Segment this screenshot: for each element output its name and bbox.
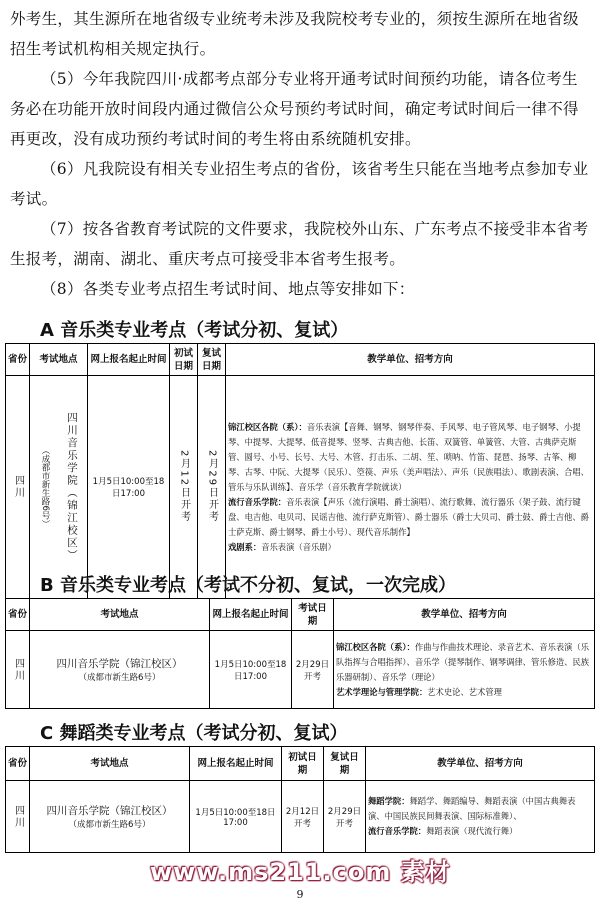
header-location: 考试地点 <box>30 599 210 631</box>
paragraph-7: （7）按各省教育考试院的文件要求，我院校外山东、广东考点不接受非本省考生报考，湖南、湖北、重庆考点可接受非本省考生报考。 <box>10 220 589 268</box>
units-cell <box>366 781 595 853</box>
unit-text: 音乐表演【音舞、钢琴、钢琴伴奏、手风琴、电子管风琴、电子钢琴、小提琴、中提琴、大提琴、低音提琴、竖琴、古典吉他、长笛、双簧管、单簧管、大管、古典萨克斯管、圆号、小号、长号、大号、木管、打击乐、二胡、笙、唢呐、竹笛、琵琶、扬琴、古筝、柳琴、古琴、中阮、大提琴（民乐）、箜篌、声乐（美声唱法）、声乐（民族唱法）、歌剧表演、合唱、管乐与乐队训练】、音乐学（音乐教育学院就读） <box>228 421 589 492</box>
header-units: 教学单位、招考方向 <box>334 599 595 631</box>
unit-text: 艺术史论、艺术管理 <box>427 686 502 697</box>
unit-name: 锦江校区各院（系）： <box>336 641 415 652</box>
table-header-row <box>6 747 595 781</box>
header-province: 省份 <box>6 599 30 631</box>
unit-name: 戏剧系： <box>228 541 262 552</box>
paragraph-5: （5）今年我院四川·成都考点部分专业将开通考试时间预约功能，请各位考生务必在功能开放时间段内通过微信公众号预约考试时间，确定考试时间后一律不得再更改，没有成功预约考试时间的考生将由系统随机安排。 <box>10 70 579 148</box>
section-b-table <box>5 598 595 709</box>
header-exam-date: 考试日期 <box>292 599 334 631</box>
registration-time: 1月5日10:00至18日17:00 <box>88 376 170 599</box>
province-cell: 四川 <box>12 804 24 829</box>
header-second-date: 复试日期 <box>324 747 366 781</box>
province-cell: 四川 <box>12 475 24 499</box>
unit-name: 流行音乐学院： <box>368 826 427 836</box>
unit-name: 舞蹈学院： <box>368 796 410 806</box>
unit-text: 作曲与作曲技术理论、录音艺术、音乐表演（乐队指挥与合唱指挥）、音乐学（提琴制作、钢琴调律、管乐修造、民族乐器研制）、音乐学（理论） <box>336 641 590 682</box>
header-units: 教学单位、招考方向 <box>226 344 595 376</box>
header-province: 省份 <box>6 747 30 781</box>
location-address: （成都市新生路6号） <box>40 446 50 528</box>
location-name: 四川音乐学院（锦江校区） <box>46 805 173 817</box>
registration-time: 1月5日10:00至18日17:00 <box>190 781 282 853</box>
table-row <box>6 781 595 853</box>
page-number: 9 <box>296 888 304 901</box>
location-address: （成都市新生路6号） <box>68 820 151 830</box>
section-b-title: B 音乐类专业考点（考试不分初、复试，一次完成） <box>40 575 456 596</box>
header-registration: 网上报名起止时间 <box>88 344 170 376</box>
second-exam-date: 2月29日开考 <box>206 450 218 524</box>
section-c-table <box>5 746 595 853</box>
first-exam-date: 2月12日开考 <box>282 781 324 853</box>
section-a-table <box>5 343 595 599</box>
header-province: 省份 <box>6 344 30 376</box>
unit-name: 锦江校区各院（系）： <box>228 421 307 432</box>
province-cell: 四川 <box>12 657 24 682</box>
unit-text: 舞蹈学、舞蹈编导、舞蹈表演（中国古典舞表演、中国民族民间舞表演、国际标准舞）、 <box>368 796 576 821</box>
units-cell <box>334 631 595 709</box>
location-name: 四川音乐学院（锦江校区） <box>66 412 78 562</box>
table-header-row <box>6 599 595 631</box>
paragraph-8: （8）各类专业考点招生考试时间、地点等安排如下： <box>41 280 415 298</box>
second-exam-date: 2月29日开考 <box>324 781 366 853</box>
location-address: （成都市新生路6号） <box>78 673 161 683</box>
section-c-title: C 舞蹈类专业考点（考试分初、复试） <box>40 723 348 744</box>
header-location: 考试地点 <box>30 747 190 781</box>
exam-date: 2月29日开考 <box>292 631 334 709</box>
header-first-date: 初试日期 <box>282 747 324 781</box>
watermark: www.ms211.com 素材 <box>150 858 451 886</box>
header-registration: 网上报名起止时间 <box>210 599 292 631</box>
header-registration: 网上报名起止时间 <box>190 747 282 781</box>
unit-name: 艺术学理论与管理学院： <box>336 686 428 697</box>
header-first-date: 初试日期 <box>170 344 198 376</box>
header-units: 教学单位、招考方向 <box>366 747 595 781</box>
header-second-date: 复试日期 <box>198 344 226 376</box>
unit-text: 音乐表演（音乐剧） <box>261 541 336 552</box>
header-location: 考试地点 <box>30 344 88 376</box>
table-row <box>6 631 595 709</box>
registration-time: 1月5日10:00至18日17:00 <box>210 631 292 709</box>
paragraph-continuation: 外考生，其生源所在地省级专业统考未涉及我院校考专业的，须按生源所在地省级招生考试机构相关规定执行。 <box>10 10 579 58</box>
section-a-title: A 音乐类专业考点（考试分初、复试） <box>40 320 349 341</box>
unit-text: 音乐表演【声乐（流行演唱、爵士演唱）、流行歌舞、流行器乐（架子鼓、流行键盘、电吉他、电贝司、民谣吉他、流行萨克斯管）、爵士器乐（爵士大贝司、爵士鼓、爵士吉他、爵士萨克斯、爵士钢琴、爵士小号）、现代音乐制作】 <box>228 496 589 537</box>
units-cell <box>226 376 595 599</box>
unit-name: 流行音乐学院： <box>228 496 287 507</box>
first-exam-date: 2月12日开考 <box>178 450 190 524</box>
location-name: 四川音乐学院（锦江校区） <box>56 658 183 670</box>
unit-text: 舞蹈表演（现代流行舞） <box>426 826 518 836</box>
table-row <box>6 376 595 599</box>
table-header-row <box>6 344 595 376</box>
paragraph-6: （6）凡我院设有相关专业招生考点的省份，该省考生只能在当地考点参加专业考试。 <box>10 160 589 208</box>
